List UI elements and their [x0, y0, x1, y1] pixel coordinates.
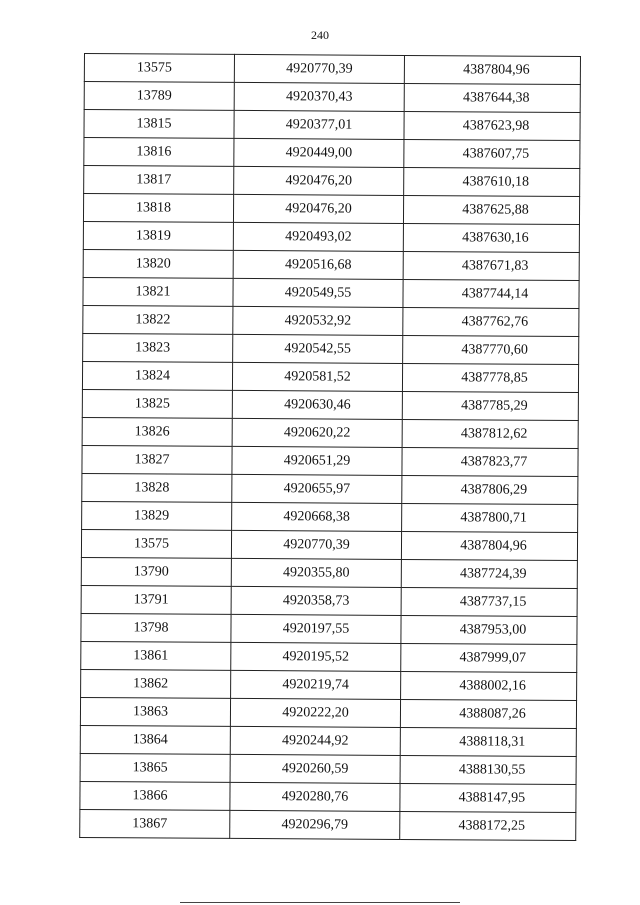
point-id-cell: 13790 — [81, 557, 231, 586]
page-number: 240 — [311, 28, 329, 42]
table-row — [81, 529, 577, 560]
point-id-cell: 13822 — [83, 305, 233, 334]
x-coordinate-cell: 4920493,02 — [233, 222, 403, 251]
y-coordinate-cell: 4387607,75 — [404, 139, 580, 168]
x-coordinate-cell: 4920476,20 — [234, 166, 404, 195]
y-coordinate-cell: 4387999,07 — [401, 643, 577, 672]
table-row — [82, 389, 578, 420]
y-coordinate-cell: 4387744,14 — [403, 279, 579, 308]
x-coordinate-cell: 4920370,43 — [234, 82, 404, 111]
y-coordinate-cell: 4388130,55 — [400, 755, 576, 784]
y-coordinate-cell: 4387630,16 — [403, 223, 579, 252]
table-row — [81, 557, 577, 588]
table-row — [83, 221, 579, 252]
point-id-cell: 13575 — [84, 54, 234, 83]
page-bottom-rule — [180, 902, 460, 903]
coordinates-table-container — [79, 53, 580, 841]
y-coordinate-cell: 4387785,29 — [402, 391, 578, 420]
point-id-cell: 13798 — [81, 613, 231, 642]
table-row — [81, 669, 577, 700]
x-coordinate-cell: 4920620,22 — [232, 418, 402, 447]
y-coordinate-cell: 4387762,76 — [403, 307, 579, 336]
x-coordinate-cell: 4920296,79 — [230, 810, 400, 839]
y-coordinate-cell: 4387770,60 — [403, 335, 579, 364]
x-coordinate-cell: 4920195,52 — [231, 642, 401, 671]
table-row — [82, 417, 578, 448]
y-coordinate-cell: 4387800,71 — [402, 503, 578, 532]
y-coordinate-cell: 4387804,96 — [401, 531, 577, 560]
x-coordinate-cell: 4920222,20 — [230, 698, 400, 727]
y-coordinate-cell: 4388118,31 — [400, 727, 576, 756]
table-row — [81, 613, 577, 644]
table-row — [82, 473, 578, 504]
table-row — [83, 333, 579, 364]
point-id-cell: 13864 — [80, 725, 230, 754]
table-row — [80, 781, 576, 812]
table-row — [83, 249, 579, 280]
table-row — [80, 725, 576, 756]
table-row — [84, 82, 580, 113]
table-row — [83, 194, 579, 225]
point-id-cell: 13791 — [81, 585, 231, 614]
point-id-cell: 13819 — [83, 221, 233, 250]
table-row — [84, 166, 580, 197]
x-coordinate-cell: 4920655,97 — [232, 474, 402, 503]
x-coordinate-cell: 4920516,68 — [233, 250, 403, 279]
x-coordinate-cell: 4920549,55 — [233, 278, 403, 307]
x-coordinate-cell: 4920280,76 — [230, 782, 400, 811]
table-row — [80, 809, 576, 840]
y-coordinate-cell: 4387625,88 — [403, 195, 579, 224]
point-id-cell: 13862 — [81, 669, 231, 698]
table-row — [80, 753, 576, 784]
x-coordinate-cell: 4920532,92 — [233, 306, 403, 335]
point-id-cell: 13829 — [82, 501, 232, 530]
y-coordinate-cell: 4387804,96 — [404, 55, 580, 84]
table-row — [83, 305, 579, 336]
point-id-cell: 13821 — [83, 277, 233, 306]
y-coordinate-cell: 4387671,83 — [403, 251, 579, 280]
y-coordinate-cell: 4388087,26 — [400, 699, 576, 728]
table-row — [84, 54, 580, 85]
point-id-cell: 13823 — [83, 333, 233, 362]
x-coordinate-cell: 4920770,39 — [231, 530, 401, 559]
point-id-cell: 13817 — [84, 166, 234, 195]
x-coordinate-cell: 4920377,01 — [234, 110, 404, 139]
y-coordinate-cell: 4387724,39 — [401, 559, 577, 588]
x-coordinate-cell: 4920651,29 — [232, 446, 402, 475]
point-id-cell: 13828 — [82, 473, 232, 502]
x-coordinate-cell: 4920630,46 — [232, 390, 402, 419]
point-id-cell: 13861 — [81, 641, 231, 670]
point-id-cell: 13824 — [82, 361, 232, 390]
x-coordinate-cell: 4920260,59 — [230, 754, 400, 783]
y-coordinate-cell: 4387812,62 — [402, 419, 578, 448]
x-coordinate-cell: 4920219,74 — [231, 670, 401, 699]
point-id-cell: 13826 — [82, 417, 232, 446]
point-id-cell: 13865 — [80, 753, 230, 782]
x-coordinate-cell: 4920668,38 — [232, 502, 402, 531]
y-coordinate-cell: 4387623,98 — [404, 111, 580, 140]
y-coordinate-cell: 4387644,38 — [404, 83, 580, 112]
point-id-cell: 13867 — [80, 809, 230, 838]
x-coordinate-cell: 4920581,52 — [232, 362, 402, 391]
x-coordinate-cell: 4920542,55 — [233, 334, 403, 363]
x-coordinate-cell: 4920449,00 — [234, 138, 404, 167]
x-coordinate-cell: 4920244,92 — [230, 726, 400, 755]
y-coordinate-cell: 4387823,77 — [402, 447, 578, 476]
point-id-cell: 13820 — [83, 249, 233, 278]
x-coordinate-cell: 4920358,73 — [231, 586, 401, 615]
point-id-cell: 13825 — [82, 389, 232, 418]
point-id-cell: 13815 — [84, 110, 234, 139]
coordinates-table — [79, 53, 581, 841]
table-row — [82, 501, 578, 532]
table-row — [83, 277, 579, 308]
table-row — [80, 697, 576, 728]
y-coordinate-cell: 4387778,85 — [402, 363, 578, 392]
x-coordinate-cell: 4920197,55 — [231, 614, 401, 643]
point-id-cell: 13789 — [84, 82, 234, 111]
x-coordinate-cell: 4920476,20 — [233, 194, 403, 223]
y-coordinate-cell: 4388172,25 — [400, 811, 576, 840]
y-coordinate-cell: 4387610,18 — [404, 167, 580, 196]
table-row — [81, 641, 577, 672]
y-coordinate-cell: 4387953,00 — [401, 615, 577, 644]
y-coordinate-cell: 4388147,95 — [400, 783, 576, 812]
y-coordinate-cell: 4387806,29 — [402, 475, 578, 504]
y-coordinate-cell: 4387737,15 — [401, 587, 577, 616]
table-row — [82, 361, 578, 392]
y-coordinate-cell: 4388002,16 — [401, 671, 577, 700]
table-row — [81, 585, 577, 616]
table-row — [82, 445, 578, 476]
point-id-cell: 13863 — [80, 697, 230, 726]
table-body — [80, 54, 581, 841]
table-row — [84, 110, 580, 141]
point-id-cell: 13575 — [81, 529, 231, 558]
x-coordinate-cell: 4920355,80 — [231, 558, 401, 587]
point-id-cell: 13816 — [84, 138, 234, 167]
point-id-cell: 13866 — [80, 781, 230, 810]
x-coordinate-cell: 4920770,39 — [234, 54, 404, 83]
point-id-cell: 13827 — [82, 445, 232, 474]
point-id-cell: 13818 — [83, 194, 233, 223]
table-row — [84, 138, 580, 169]
